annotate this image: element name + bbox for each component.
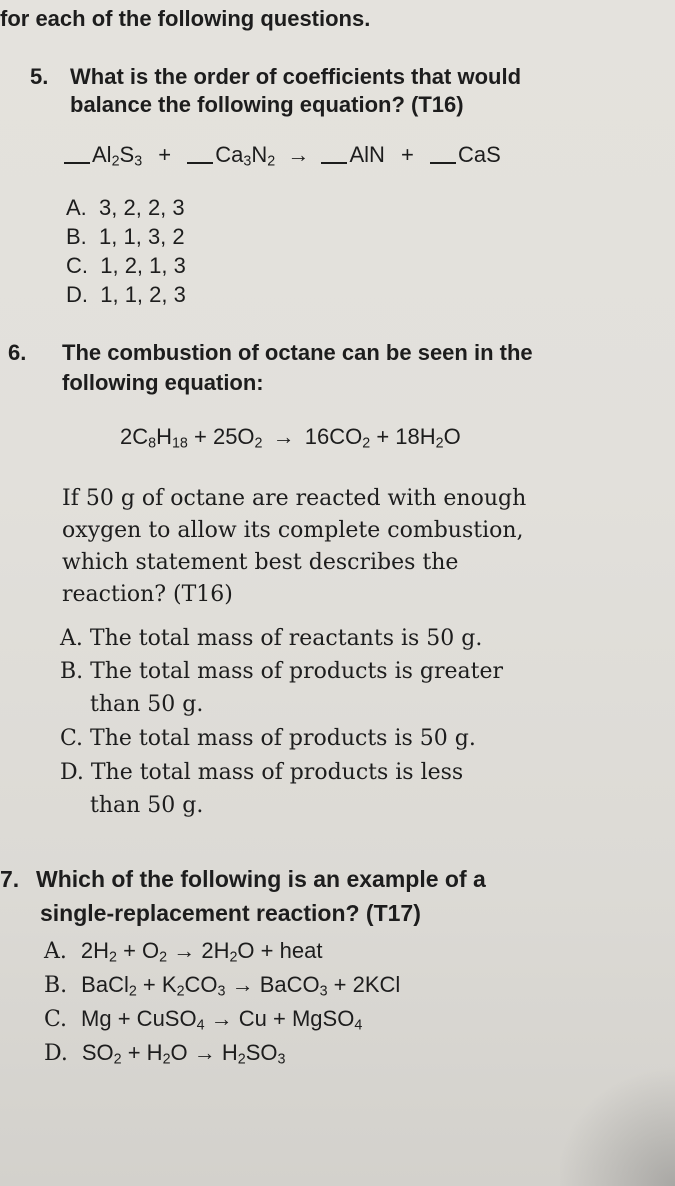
q7-line2: single-replacement reaction? (T17) <box>40 900 421 926</box>
q6-option-a[interactable]: A. The total mass of reactants is 50 g. <box>60 626 483 651</box>
q6-line2: following equation: <box>62 370 264 395</box>
q6-option-c[interactable]: C. The total mass of products is 50 g. <box>60 726 476 751</box>
q5-option-c[interactable]: C. 1, 2, 1, 3 <box>66 253 186 278</box>
q6-para-3: which statement best describes the <box>62 550 459 575</box>
q6-line1: The combustion of octane can be seen in the <box>62 340 533 365</box>
q5-option-d[interactable]: D. 1, 1, 2, 3 <box>66 282 186 307</box>
q7-option-a[interactable]: A. $2H_2 + O_2 \to 2H_2O$ + heat <box>44 938 323 966</box>
q5-option-a[interactable]: A. 3, 2, 2, 3 <box>66 195 185 220</box>
q6-para-4: reaction? (T16) <box>62 582 233 607</box>
q6-option-d-cont: than 50 g. <box>90 793 204 818</box>
arrow-icon: → <box>272 424 295 449</box>
header-fragment: for each of the following questions. <box>0 6 371 31</box>
q6-para-1: If 50 g of octane are reacted with enough <box>62 486 527 511</box>
q5-number: 5. <box>30 64 49 89</box>
q6-option-b-cont: than 50 g. <box>90 692 204 717</box>
q6-option-d[interactable]: D. The total mass of products is less <box>60 760 464 785</box>
coef-blank[interactable] <box>321 144 347 164</box>
q7-option-b[interactable]: B. BaCl$_2$ + $K_2CO_3$ → BaCO$_3$ + 2KCl <box>44 972 401 1000</box>
q6-para-2: oxygen to allow its complete combustion, <box>62 518 524 543</box>
paper-shadow <box>560 1060 675 1186</box>
q5-equation: $Al_2S_3 + Ca_3N_2$ → AlN + CaS <box>64 142 501 170</box>
q5-line1: What is the order of coefficients that would <box>70 64 522 89</box>
arrow-icon: → <box>287 142 310 167</box>
q5-option-b[interactable]: B. 1, 1, 3, 2 <box>66 224 185 249</box>
q6-equation: $2C_8H_{18} + 25O_2 \to 16CO_2 + 18H_2O$ <box>120 424 461 452</box>
q7-option-c[interactable]: C. Mg + CuSO$_4$ → Cu + MgSO$_4$ <box>44 1006 363 1034</box>
q6-number: 6. <box>8 340 27 365</box>
q5-line2: balance the following equation? (T16) <box>70 92 464 117</box>
q7-number: 7. <box>0 866 20 892</box>
q7-line1: Which of the following is an example of a <box>36 866 486 892</box>
coef-blank[interactable] <box>430 144 456 164</box>
coef-blank[interactable] <box>187 144 213 164</box>
coef-blank[interactable] <box>64 144 90 164</box>
q6-option-b[interactable]: B. The total mass of products is greater <box>60 659 504 684</box>
q7-option-d[interactable]: D. $SO_2 + H_2O \to H_2SO_3$ <box>44 1040 286 1068</box>
